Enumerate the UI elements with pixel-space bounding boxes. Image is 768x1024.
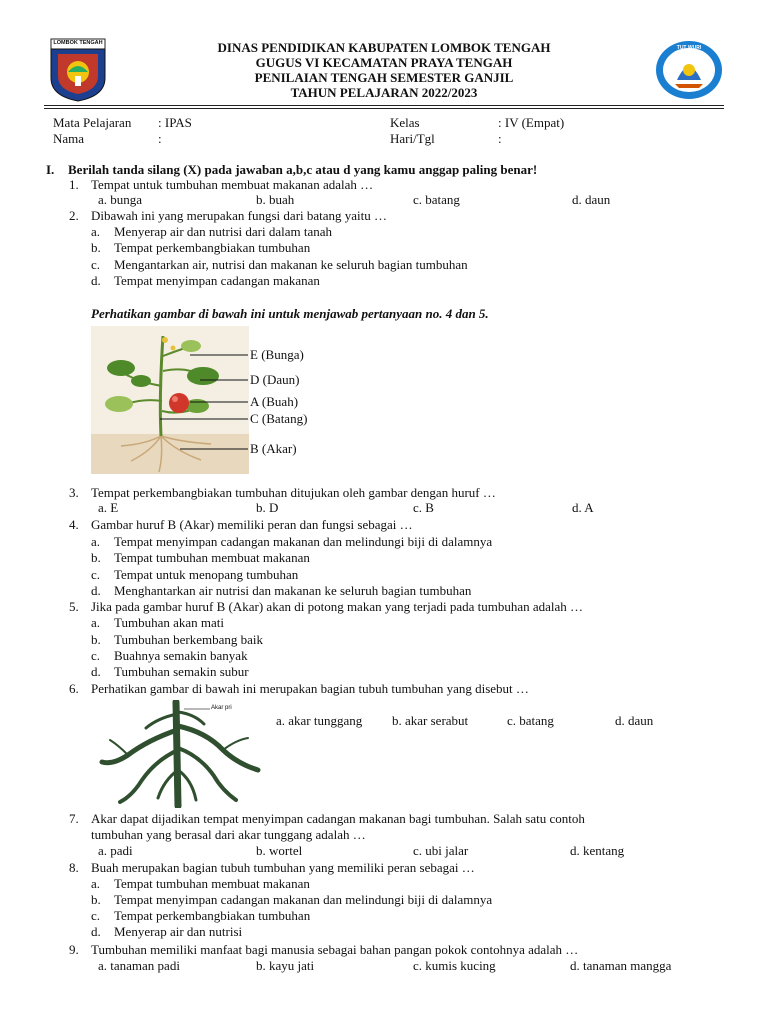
q8-text: Buah merupakan bagian tubuh tumbuhan yang memiliki peran sebagai … bbox=[91, 860, 475, 875]
q5-text: Jika pada gambar huruf B (Akar) akan di potong makan yang terjadi pada tumbuhan adalah … bbox=[91, 599, 584, 614]
q4-option-d-letter: d. bbox=[91, 583, 101, 598]
q6-text: Perhatikan gambar di bawah ini merupakan bagian tubuh tumbuhan yang disebut … bbox=[91, 681, 529, 696]
q7-number: 7. bbox=[69, 811, 79, 826]
plant-label-a: A (Buah) bbox=[250, 394, 299, 409]
q8-option-d-letter: d. bbox=[91, 924, 101, 939]
q5-option-c[interactable]: Buahnya semakin banyak bbox=[114, 648, 248, 663]
q3-option-c[interactable]: c. B bbox=[413, 500, 434, 515]
q4-option-a-letter: a. bbox=[91, 534, 101, 549]
q4-option-c[interactable]: Tempat untuk menopang tumbuhan bbox=[114, 567, 299, 582]
taproot-label: Akar pri bbox=[211, 705, 232, 711]
q7-option-b[interactable]: b. wortel bbox=[256, 843, 303, 858]
q5-option-b[interactable]: Tumbuhan berkembang baik bbox=[114, 632, 263, 647]
q8-option-d[interactable]: Menyerap air dan nutrisi bbox=[114, 924, 243, 939]
q5-option-a-letter: a. bbox=[91, 615, 101, 630]
section-number: I. bbox=[46, 162, 55, 177]
q9-text: Tumbuhan memiliki manfaat bagi manusia sebagai bahan pangan pokok contohnya adalah … bbox=[91, 942, 579, 957]
plant-label-c: C (Batang) bbox=[250, 411, 308, 426]
q9-number: 9. bbox=[69, 942, 79, 957]
q4-option-a[interactable]: Tempat menyimpan cadangan makanan dan melindungi biji di dalamnya bbox=[114, 534, 493, 549]
q8-number: 8. bbox=[69, 860, 79, 875]
q9-option-c[interactable]: c. kumis kucing bbox=[413, 958, 496, 973]
hari-value: : bbox=[498, 131, 502, 146]
q1-option-c[interactable]: c. batang bbox=[413, 192, 460, 207]
q4-text: Gambar huruf B (Akar) memiliki peran dan fungsi sebagai … bbox=[91, 517, 413, 532]
logo-right-caption: TUT WURI HANDAYANI bbox=[674, 45, 704, 57]
q2-option-c[interactable]: Mengantarkan air, nutrisi dan makanan ke seluruh bagian tumbuhan bbox=[114, 257, 468, 272]
q2-number: 2. bbox=[69, 208, 79, 223]
q2-option-b-letter: b. bbox=[91, 240, 101, 255]
hari-label: Hari/Tgl bbox=[390, 131, 435, 146]
q7-option-a[interactable]: a. padi bbox=[98, 843, 133, 858]
q6-option-c[interactable]: c. batang bbox=[507, 713, 554, 728]
q1-option-d[interactable]: d. daun bbox=[572, 192, 611, 207]
plant-label-e: E (Bunga) bbox=[250, 347, 304, 362]
header-line-3: PENILAIAN TENGAH SEMESTER GANJIL bbox=[254, 70, 514, 85]
mapel-label: Mata Pelajaran bbox=[53, 115, 132, 130]
q3-text: Tempat perkembangbiakan tumbuhan ditujukan oleh gambar dengan huruf … bbox=[91, 485, 496, 500]
q5-option-c-letter: c. bbox=[91, 648, 101, 663]
header-rule-bottom bbox=[44, 108, 724, 109]
section-instruction: Berilah tanda silang (X) pada jawaban a,b,c atau d yang kamu anggap paling benar! bbox=[68, 162, 538, 177]
q1-option-a[interactable]: a. bunga bbox=[98, 192, 143, 207]
q7-option-d[interactable]: d. kentang bbox=[570, 843, 625, 858]
q6-option-a[interactable]: a. akar tunggang bbox=[276, 713, 363, 728]
q2-option-b[interactable]: Tempat perkembangbiakan tumbuhan bbox=[114, 240, 311, 255]
figure-note: Perhatikan gambar di bawah ini untuk menjawab pertanyaan no. 4 dan 5. bbox=[91, 306, 489, 321]
q8-option-a[interactable]: Tempat tumbuhan membuat makanan bbox=[114, 876, 310, 891]
header-line-4: TAHUN PELAJARAN 2022/2023 bbox=[290, 85, 478, 100]
kelas-label: Kelas bbox=[390, 115, 420, 130]
q3-option-b[interactable]: b. D bbox=[256, 500, 279, 515]
q4-option-b-letter: b. bbox=[91, 550, 101, 565]
header-rule-top bbox=[44, 105, 724, 106]
q1-text: Tempat untuk tumbuhan membuat makanan adalah … bbox=[91, 177, 374, 192]
q5-option-a[interactable]: Tumbuhan akan mati bbox=[114, 615, 225, 630]
nama-value: : bbox=[158, 131, 162, 146]
q3-option-a[interactable]: a. E bbox=[98, 500, 119, 515]
q9-option-a[interactable]: a. tanaman padi bbox=[98, 958, 180, 973]
q6-number: 6. bbox=[69, 681, 79, 696]
q2-option-d[interactable]: Tempat menyimpan cadangan makanan bbox=[114, 273, 320, 288]
header-line-2: GUGUS VI KECAMATAN PRAYA TENGAH bbox=[255, 55, 513, 70]
q8-option-c-letter: c. bbox=[91, 908, 101, 923]
q2-text: Dibawah ini yang merupakan fungsi dari batang yaitu … bbox=[91, 208, 388, 223]
q5-number: 5. bbox=[69, 599, 79, 614]
q4-option-d[interactable]: Menghantarkan air nutrisi dan makanan ke seluruh bagian tumbuhan bbox=[114, 583, 472, 598]
q8-option-b-letter: b. bbox=[91, 892, 101, 907]
plant-label-leaders bbox=[160, 340, 252, 460]
plant-label-d: D (Daun) bbox=[250, 372, 300, 387]
q4-option-c-letter: c. bbox=[91, 567, 101, 582]
q2-option-d-letter: d. bbox=[91, 273, 101, 288]
q9-option-d[interactable]: d. tanaman mangga bbox=[570, 958, 672, 973]
q5-option-b-letter: b. bbox=[91, 632, 101, 647]
q2-option-a[interactable]: Menyerap air dan nutrisi dari dalam tanah bbox=[114, 224, 333, 239]
q8-option-a-letter: a. bbox=[91, 876, 101, 891]
q7-text-line2: tumbuhan yang berasal dari akar tunggang adalah … bbox=[91, 827, 366, 842]
q1-option-b[interactable]: b. buah bbox=[256, 192, 295, 207]
logo-left-caption: LOMBOK TENGAH bbox=[53, 40, 103, 46]
q5-option-d-letter: d. bbox=[91, 664, 101, 679]
kelas-value: : IV (Empat) bbox=[498, 115, 565, 130]
nama-label: Nama bbox=[53, 131, 85, 146]
q5-option-d[interactable]: Tumbuhan semakin subur bbox=[114, 664, 249, 679]
q7-option-c[interactable]: c. ubi jalar bbox=[413, 843, 469, 858]
header-line-1: DINAS PENDIDIKAN KABUPATEN LOMBOK TENGAH bbox=[217, 40, 551, 55]
q3-option-d[interactable]: d. A bbox=[572, 500, 594, 515]
q8-option-c[interactable]: Tempat perkembangbiakan tumbuhan bbox=[114, 908, 311, 923]
q9-option-b[interactable]: b. kayu jati bbox=[256, 958, 315, 973]
q1-number: 1. bbox=[69, 177, 79, 192]
mapel-value: : IPAS bbox=[158, 115, 192, 130]
q8-option-b[interactable]: Tempat menyimpan cadangan makanan dan melindungi biji di dalamnya bbox=[114, 892, 493, 907]
q3-number: 3. bbox=[69, 485, 79, 500]
q4-number: 4. bbox=[69, 517, 79, 532]
q6-option-d[interactable]: d. daun bbox=[615, 713, 654, 728]
q7-text-line1: Akar dapat dijadikan tempat menyimpan cadangan makanan bagi tumbuhan. Salah satu contoh bbox=[91, 811, 585, 826]
q2-option-a-letter: a. bbox=[91, 224, 101, 239]
q4-option-b[interactable]: Tempat tumbuhan membuat makanan bbox=[114, 550, 310, 565]
plant-label-b: B (Akar) bbox=[250, 441, 297, 456]
taproot-image bbox=[98, 700, 270, 808]
q6-option-b[interactable]: b. akar serabut bbox=[392, 713, 469, 728]
q2-option-c-letter: c. bbox=[91, 257, 101, 272]
